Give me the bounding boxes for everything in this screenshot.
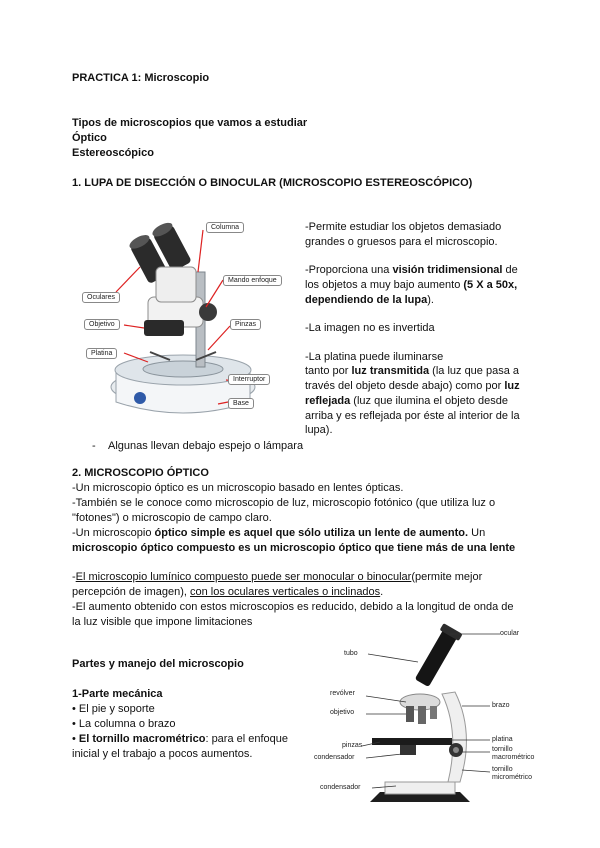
label-condensador: condensador <box>314 754 355 761</box>
label-interruptor: Interruptor <box>228 374 270 385</box>
label-objetivo-2: objetivo <box>330 709 355 716</box>
compound-microscope-figure <box>310 622 542 808</box>
section2-heading: 2. MICROSCOPIO ÓPTICO <box>72 467 209 479</box>
parts-subheading: 1-Parte mecánica <box>72 688 163 700</box>
label-base: Base <box>228 398 254 409</box>
label-mando-enfoque: Mando enfoque <box>223 275 282 286</box>
stereo-microscope-figure <box>78 212 286 427</box>
label-objetivo: Objetivo <box>84 319 120 330</box>
s1-p4-line6: lupa). <box>305 424 333 436</box>
s2-line3: "fotones") o microscopio de campo claro. <box>72 512 272 524</box>
section1-heading: 1. LUPA DE DISECCIÓN O BINOCULAR (MICROSCOPIO ESTEREOSCÓPICO) <box>72 177 473 189</box>
s2-line5: microscopio óptico compuesto es un microscopio óptico que tiene más de una lente <box>72 542 516 554</box>
parts-item-pie: • El pie y soporte <box>72 703 155 715</box>
s1-bullet-text: Algunas llevan debajo espejo o lámpara <box>108 440 304 452</box>
label-revolver: revólver <box>330 690 355 697</box>
types-item-optico: Óptico <box>72 132 107 144</box>
s2-line4: -Un microscopio óptico simple es aquel que sólo utiliza un lente de aumento. Un <box>72 527 486 539</box>
label-columna: Columna <box>206 222 244 233</box>
label-tornillo-micro-2: micrométrico <box>492 774 533 781</box>
label-platina: Platina <box>86 348 117 359</box>
parts-item-columna: • La columna o brazo <box>72 718 176 730</box>
label-tornillo-macro-2: macrométrico <box>492 754 535 761</box>
s1-bullet-dash: - <box>92 440 96 452</box>
parts-item-tornillo: • El tornillo macrométrico: para el enfoque <box>72 733 289 745</box>
label-platina-2: platina <box>492 736 513 743</box>
s1-p2-line3: dependiendo de la lupa). <box>305 294 434 306</box>
s1-p4-line1: -La platina puede iluminarse <box>305 351 444 363</box>
s1-p2-line2: los objetos a muy bajo aumento (5 X a 50x, <box>305 279 518 291</box>
s1-p4-line5: arriba y es reflejada por éste al interior de la <box>305 410 520 422</box>
label-tornillo-macro-1: tornillo <box>492 746 513 753</box>
s1-p2-line1: -Proporciona una visión tridimensional de <box>305 264 518 276</box>
label-pinzas-2: pinzas <box>342 742 363 749</box>
types-item-estereoscopico: Estereoscópico <box>72 147 154 159</box>
s2-line7: percepción de imagen), con los oculares verticales o inclinados. <box>72 586 384 598</box>
label-tornillo-micro-1: tornillo <box>492 766 513 773</box>
label-brazo: brazo <box>492 702 510 709</box>
label-condensador-2: condensador <box>320 784 361 791</box>
s1-p4-line4: reflejada (luz que ilumina el objeto desde <box>305 395 509 407</box>
label-pinzas: Pinzas <box>230 319 261 330</box>
s2-line2: -También se le conoce como microscopio de luz, microscopio fotónico (que utiliza luz o <box>72 497 496 509</box>
label-tubo: tubo <box>344 650 358 657</box>
label-ocular: ocular <box>500 630 520 637</box>
s1-p3: -La imagen no es invertida <box>305 322 435 334</box>
s2-line9: la luz visible que impone limitaciones <box>72 616 253 628</box>
s1-p1-line1: -Permite estudiar los objetos demasiado <box>305 221 502 233</box>
parts-item-tornillo-cont: inicial y el trabajo a pocos aumentos. <box>72 748 253 760</box>
page-title: PRACTICA 1: Microscopio <box>72 72 210 84</box>
label-oculares: Oculares <box>82 292 120 303</box>
s2-line6: -El microscopio lumínico compuesto puede ser monocular o binocular(permite mejor <box>72 571 483 583</box>
s2-line1: -Un microscopio óptico es un microscopio basado en lentes ópticas. <box>72 482 404 494</box>
s1-p4-line2: tanto por luz transmitida (la luz que pasa a <box>305 365 519 377</box>
types-heading: Tipos de microscopios que vamos a estudiar <box>72 117 308 129</box>
s1-p4-line3: través del objeto desde abajo) como por luz <box>305 380 520 392</box>
s2-line8: -El aumento obtenido con estos microscopios es reducido, debido a la longitud de onda de <box>72 601 514 613</box>
s1-p1-line2: grandes o gruesos para el microscopio. <box>305 236 498 248</box>
parts-heading: Partes y manejo del microscopio <box>72 658 244 670</box>
